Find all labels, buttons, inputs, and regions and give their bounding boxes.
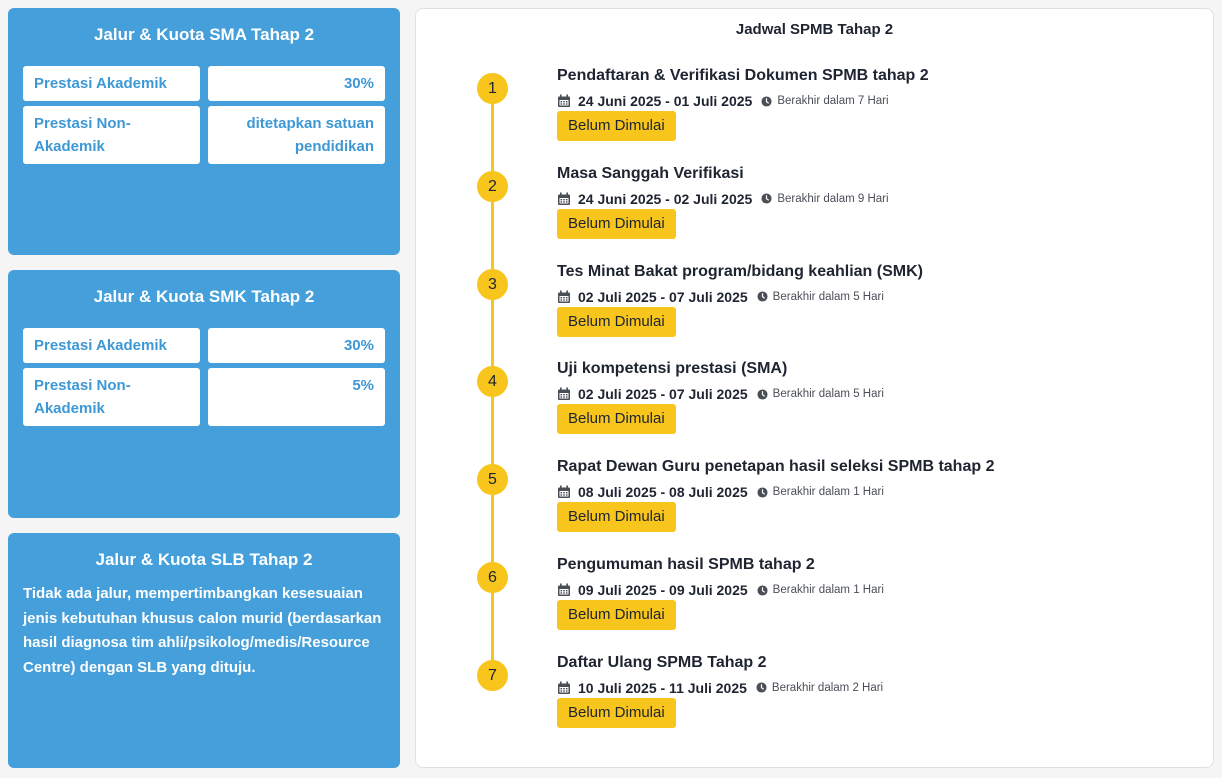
status-badge: Belum Dimulai (557, 502, 676, 532)
step-meta (557, 93, 889, 109)
step-title: Masa Sanggah Verifikasi (557, 164, 744, 182)
smk-quota-row (23, 328, 385, 363)
quota-label: Prestasi Akademik (23, 328, 200, 363)
status-badge: Belum Dimulai (557, 209, 676, 239)
clock-icon (761, 96, 772, 107)
quota-label: Prestasi Akademik (23, 66, 200, 101)
step-meta (557, 191, 889, 207)
clock-icon (761, 193, 772, 204)
step-remaining: Berakhir dalam 9 Hari (777, 192, 889, 205)
timeline-step (416, 653, 1206, 756)
smk-card-title: Jalur & Kuota SMK Tahap 2 (93, 287, 315, 306)
sma-quota-row (23, 66, 385, 101)
quota-value: ditetapkan satuan pendidikan (208, 106, 385, 164)
calendar-icon (557, 94, 571, 108)
clock-icon (757, 585, 768, 596)
timeline-step (416, 262, 1206, 365)
step-title: Pendaftaran & Verifikasi Dokumen SPMB tahap 2 (557, 67, 929, 84)
status-badge: Belum Dimulai (557, 111, 676, 141)
clock-icon (757, 291, 768, 302)
sma-card-title: Jalur & Kuota SMA Tahap 2 (93, 25, 315, 44)
sma-quota-row (23, 106, 385, 164)
smk-quota-table (23, 328, 385, 426)
clock-icon (757, 389, 768, 400)
step-title: Daftar Ulang SPMB Tahap 2 (557, 653, 767, 671)
step-title: Pengumuman hasil SPMB tahap 2 (557, 556, 815, 573)
slb-quota-card (8, 533, 400, 768)
step-meta (557, 386, 884, 402)
calendar-icon (557, 192, 571, 206)
step-number: 5 (477, 464, 508, 495)
step-number: 4 (477, 366, 508, 397)
step-number: 7 (477, 660, 508, 691)
schedule-title: Jadwal SPMB Tahap 2 (735, 21, 894, 38)
step-remaining: Berakhir dalam 5 Hari (772, 290, 884, 303)
step-dates: 02 Juli 2025 - 07 Juli 2025 (578, 386, 748, 403)
step-number: 6 (477, 562, 508, 593)
calendar-icon (557, 485, 571, 499)
step-meta (557, 680, 883, 696)
timeline-step (416, 556, 1206, 658)
quota-label: Prestasi Non-Akademik (23, 368, 200, 426)
step-dates: 02 Juli 2025 - 07 Juli 2025 (578, 288, 748, 305)
step-number: 3 (477, 269, 508, 300)
status-badge: Belum Dimulai (557, 600, 676, 630)
quota-label: Prestasi Non-Akademik (23, 106, 200, 164)
step-dates: 24 Juni 2025 - 02 Juli 2025 (578, 190, 753, 207)
status-badge: Belum Dimulai (557, 307, 676, 337)
slb-description: Tidak ada jalur, mempertimbangkan kesesuaian jenis kebutuhan khusus calon murid (berdasarkan hasil diagnosa tim ahli/psikolog/medis/Resource Centre) dengan SLB yang dituju. (23, 585, 382, 676)
step-title: Rapat Dewan Guru penetapan hasil seleksi SPMB tahap 2 (557, 458, 995, 476)
quota-value: 30% (208, 66, 385, 101)
step-number: 1 (477, 73, 508, 104)
timeline-step (416, 67, 1206, 169)
step-remaining: Berakhir dalam 7 Hari (777, 95, 889, 107)
slb-card-title: Jalur & Kuota SLB Tahap 2 (95, 550, 313, 569)
schedule-panel (415, 8, 1214, 768)
step-number: 2 (477, 171, 508, 202)
timeline-step (416, 458, 1206, 560)
sma-quota-card (8, 8, 400, 255)
step-title: Tes Minat Bakat program/bidang keahlian (SMK) (557, 262, 923, 280)
calendar-icon (557, 387, 571, 401)
step-meta (557, 484, 884, 500)
timeline-step (416, 164, 1206, 267)
calendar-icon (557, 290, 571, 304)
calendar-icon (557, 681, 571, 695)
step-dates: 10 Juli 2025 - 11 Juli 2025 (578, 679, 747, 696)
step-remaining: Berakhir dalam 1 Hari (772, 584, 884, 596)
step-remaining: Berakhir dalam 2 Hari (771, 681, 884, 694)
status-badge: Belum Dimulai (557, 404, 676, 434)
clock-icon (757, 487, 768, 498)
step-dates: 24 Juni 2025 - 01 Juli 2025 (578, 93, 753, 109)
step-dates: 09 Juli 2025 - 09 Juli 2025 (578, 582, 748, 598)
step-dates: 08 Juli 2025 - 08 Juli 2025 (578, 484, 748, 501)
step-remaining: Berakhir dalam 5 Hari (772, 388, 884, 401)
status-badge: Belum Dimulai (557, 698, 676, 728)
step-meta (557, 582, 884, 598)
step-remaining: Berakhir dalam 1 Hari (772, 486, 884, 499)
quota-value: 30% (208, 328, 385, 363)
clock-icon (756, 682, 767, 693)
sma-quota-table (23, 66, 385, 164)
smk-quota-card (8, 270, 400, 518)
timeline-step (416, 360, 1206, 462)
calendar-icon (557, 583, 571, 597)
step-title: Uji kompetensi prestasi (SMA) (557, 360, 788, 378)
quota-value: 5% (208, 368, 385, 426)
step-meta (557, 289, 884, 305)
smk-quota-row (23, 368, 385, 426)
